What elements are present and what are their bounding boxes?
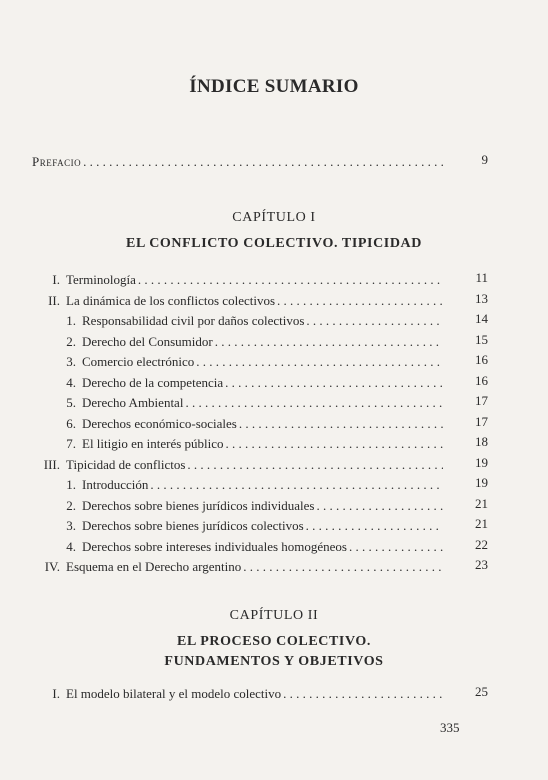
toc-entry xyxy=(60,391,443,411)
toc-entry-text: Tipicidad de conflictos xyxy=(66,456,186,472)
page-folio: 335 xyxy=(440,720,460,735)
chapter-label: CAPÍTULO II xyxy=(229,608,319,623)
toc-entry-number: 5. xyxy=(66,395,76,410)
toc-page-number: 18 xyxy=(475,434,488,449)
toc-entry xyxy=(30,555,443,575)
toc-entry-text: Terminología xyxy=(66,272,136,287)
toc-entry xyxy=(60,350,443,370)
dot-leader xyxy=(349,539,443,555)
dot-leader xyxy=(150,477,443,493)
toc-entry-number: 2. xyxy=(66,333,76,349)
toc-page-number: 22 xyxy=(475,536,488,552)
toc-entry-number: IV. xyxy=(44,559,60,574)
toc-page-number: 9 xyxy=(481,152,488,167)
toc-entry-number: III. xyxy=(43,456,60,472)
toc-entry xyxy=(60,494,443,514)
toc-entry-text: La dinámica de los conflictos colectivos xyxy=(66,292,276,308)
dot-leader xyxy=(317,498,444,514)
toc-entry-number: I. xyxy=(52,686,60,701)
toc-entry-text: Derecho de la competencia xyxy=(82,374,224,390)
toc-page-number: 23 xyxy=(475,557,488,572)
toc-entry-text: Responsabilidad civil por daños colectivos xyxy=(82,313,305,328)
toc-entry-number: 1. xyxy=(66,477,76,492)
toc-entry-text: Derechos sobre intereses individuales homogéneos xyxy=(82,538,347,554)
toc-entry-text: Derechos económico-sociales xyxy=(82,415,237,431)
dot-leader xyxy=(185,395,443,411)
dot-leader xyxy=(138,272,443,288)
toc-page-number: 19 xyxy=(475,454,488,470)
toc-entry xyxy=(60,330,443,350)
dot-leader xyxy=(196,354,443,370)
dot-leader xyxy=(239,416,443,432)
dot-leader xyxy=(243,559,443,575)
dot-leader xyxy=(306,518,443,534)
toc-entry-text: Esquema en el Derecho argentino xyxy=(66,559,242,574)
toc-entry-number: I. xyxy=(52,272,60,287)
toc-entry xyxy=(60,473,443,493)
toc-entry xyxy=(30,268,443,288)
toc-entry-label: Prefacio xyxy=(32,154,82,169)
toc-entry-number: 1. xyxy=(66,313,76,328)
toc-page-number: 14 xyxy=(475,311,488,326)
toc-entry-number: II. xyxy=(48,292,60,308)
toc-entry xyxy=(60,412,443,432)
toc-entry-number: 3. xyxy=(66,354,76,369)
dot-leader xyxy=(306,313,443,329)
toc-page-number: 17 xyxy=(475,413,488,429)
chapter-label: CAPÍTULO I xyxy=(232,210,316,225)
toc-entry-number: 4. xyxy=(66,374,76,390)
dot-leader xyxy=(225,375,443,391)
toc-entry-number: 2. xyxy=(66,497,76,513)
toc-page-number: 21 xyxy=(475,516,488,531)
dot-leader xyxy=(226,436,443,452)
toc-page-number: 25 xyxy=(475,684,488,699)
toc-entry xyxy=(60,514,443,534)
toc-entry-text: Comercio electrónico xyxy=(82,354,195,369)
toc-entry xyxy=(60,371,443,391)
page-title: ÍNDICE SUMARIO xyxy=(189,76,359,97)
chapter-title: FUNDAMENTOS Y OBJETIVOS xyxy=(164,654,384,669)
toc-page-number: 11 xyxy=(475,270,488,285)
toc-page-number: 17 xyxy=(475,393,488,408)
chapter-title: EL PROCESO COLECTIVO. xyxy=(177,634,371,649)
toc-entry xyxy=(60,432,443,452)
dot-leader xyxy=(283,686,443,702)
toc-entry-prefacio xyxy=(32,150,443,170)
toc-entry xyxy=(30,453,443,473)
dot-leader xyxy=(83,154,443,170)
toc-entry-number: 4. xyxy=(66,538,76,554)
toc-entry-text: Derecho Ambiental xyxy=(82,395,184,410)
toc-page-number: 15 xyxy=(475,331,488,347)
toc-page-number: 13 xyxy=(475,290,488,306)
toc-page-number: 16 xyxy=(475,372,488,388)
dot-leader xyxy=(215,334,443,350)
toc-entry-number: 6. xyxy=(66,415,76,431)
dot-leader xyxy=(277,293,443,309)
chapter-title: EL CONFLICTO COLECTIVO. TIPICIDAD xyxy=(126,236,422,251)
toc-entry-text: El litigio en interés público xyxy=(82,436,224,451)
toc-page-number: 21 xyxy=(475,495,488,511)
dot-leader xyxy=(187,457,443,473)
toc-entry-text: Derechos sobre bienes jurídicos colectivos xyxy=(82,518,304,533)
toc-entry-text: Derecho del Consumidor xyxy=(82,333,213,349)
toc-entry xyxy=(30,289,443,309)
toc-entry-text: El modelo bilateral y el modelo colectivo xyxy=(66,686,282,701)
toc-entry-text: Derechos sobre bienes jurídicos individuales xyxy=(82,497,315,513)
toc-entry xyxy=(60,535,443,555)
toc-entry-number: 3. xyxy=(66,518,76,533)
toc-entry xyxy=(60,309,443,329)
toc-entry xyxy=(30,682,443,702)
toc-page-number: 16 xyxy=(475,352,488,367)
toc-page-number: 19 xyxy=(475,475,488,490)
toc-entry-text: Introducción xyxy=(82,477,149,492)
toc-entry-number: 7. xyxy=(66,436,76,451)
